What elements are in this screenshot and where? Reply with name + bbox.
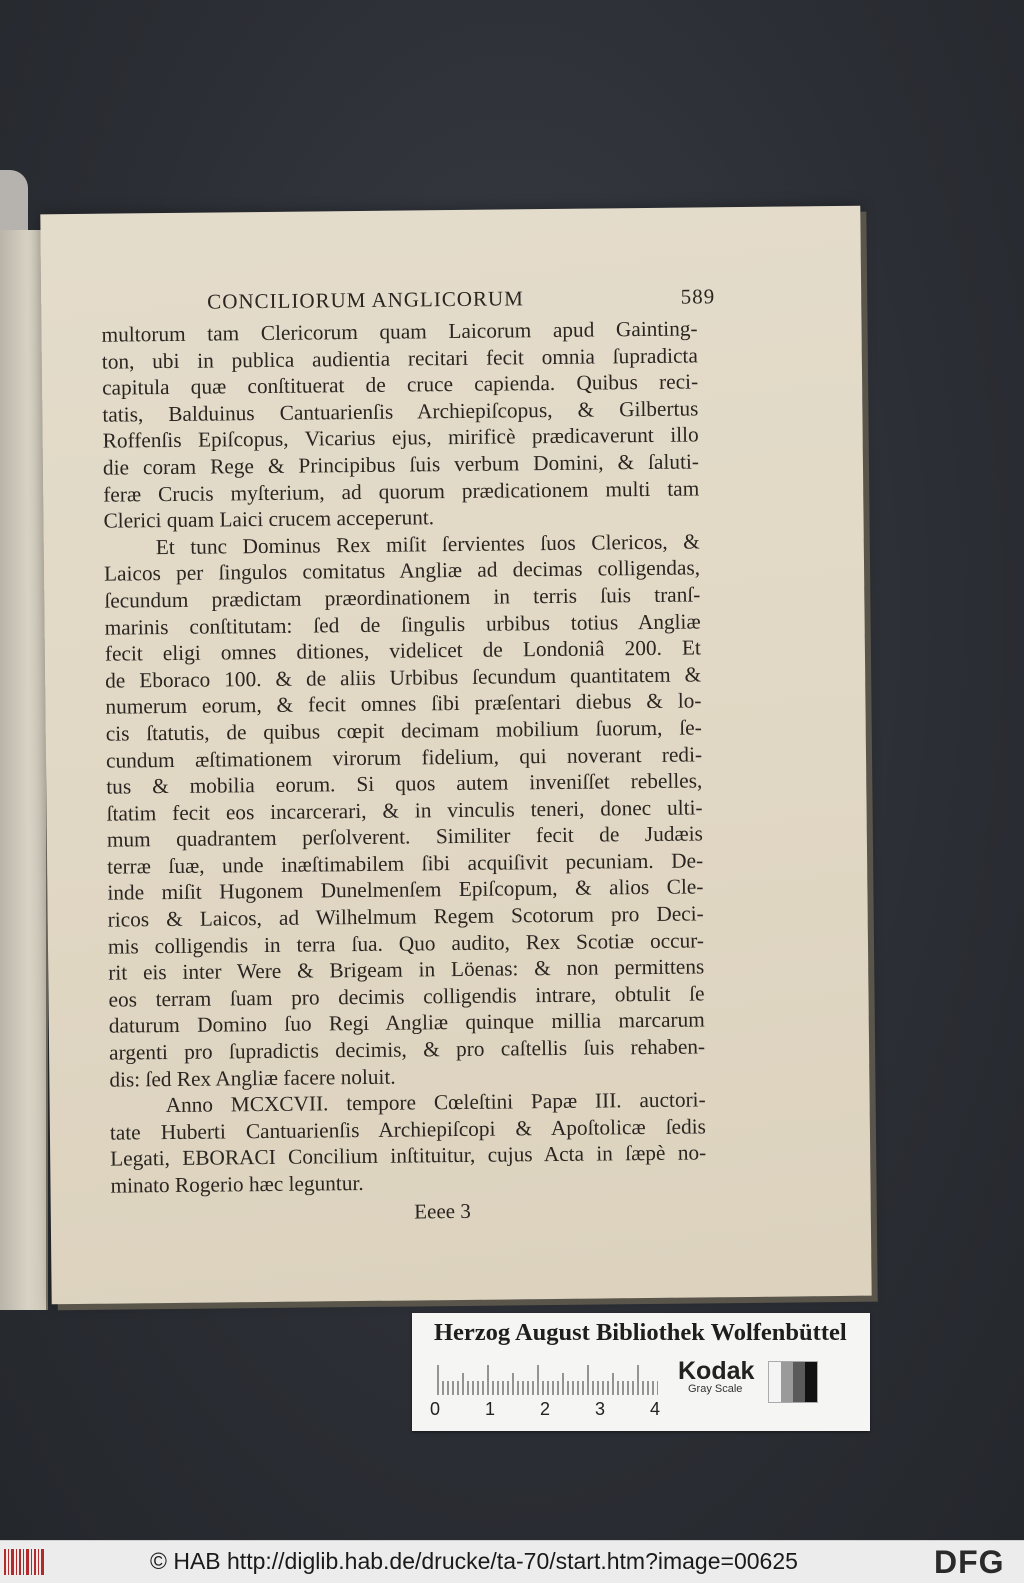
- text-line: Anno MCXCVII. tempore Cœleſtini Papæ III. auctori-: [165, 1087, 706, 1118]
- text-line: Et tunc Dominus Rex miſit ſervientes ſuos Clericos, &: [155, 529, 700, 559]
- text-line: inde miſit Hugonem Dunelmenſem Epiſcopum, & alios Cle-: [107, 874, 704, 906]
- kodak-subtitle: Gray Scale: [688, 1383, 743, 1395]
- text-line: die coram Rege & Principibus ſuis verbum Domini, & ſaluti-: [102, 449, 700, 480]
- text-line: cis ſtatutis, de quibus cœpit decimam mobilium ſuorum, ſe-: [105, 715, 702, 746]
- archive-label-card: [412, 1313, 870, 1431]
- catchword: Eeee 3: [414, 1198, 471, 1224]
- text-line: tate Huberti Cantuarienſis Archiepiſcopi & Apoſtolicæ ſedis: [109, 1114, 707, 1145]
- text-line: daturum Domino ſuo Regi Angliæ quinque millia marcarum: [108, 1007, 705, 1039]
- barcode-icon: [2, 1545, 48, 1579]
- text-line: Laicos per ſingulos comitatus Angliæ ad decimas colligendas,: [103, 555, 701, 587]
- text-line: mis colligendis in terra ſua. Quo audito, Rex Scotiæ occur-: [107, 928, 705, 959]
- footer-credit-link[interactable]: © HAB http://diglib.hab.de/drucke/ta-70/start.htm?image=00625: [150, 1548, 798, 1574]
- text-line: ſecundum prædictam præordinationem in terris ſuis tranſ-: [104, 582, 701, 613]
- body-text: [101, 315, 706, 1199]
- page-text-block: [101, 283, 716, 1227]
- scale-ruler-icon: [436, 1361, 658, 1395]
- page-number: 589: [680, 284, 716, 309]
- ruler-digit: 3: [595, 1399, 606, 1419]
- text-line: feræ Crucis myſterium, ad quorum prædicationem multi tam: [103, 476, 700, 507]
- dfg-logo: DFG: [934, 1544, 1005, 1580]
- text-line: minato Rogerio hæc leguntur.: [110, 1170, 364, 1198]
- text-line: cundum æſtimationem virorum fidelium, qui noverant redi-: [105, 741, 703, 773]
- text-line: tatis, Balduinus Cantuarienſis Archiepiſcopus, & Gilbertus: [102, 396, 699, 427]
- text-line: dis: ſed Rex Angliæ facere noluit.: [109, 1064, 396, 1092]
- text-line: numerum eorum, & fecit omnes ſibi præſentari diebus & lo-: [105, 688, 702, 719]
- previous-page-edge: [0, 230, 48, 1310]
- ruler-digit: 0: [430, 1399, 441, 1419]
- text-line: eos terram ſuam pro decimis colligendis intrare, obtulit ſe: [108, 981, 705, 1012]
- ruler-digit: 1: [485, 1399, 496, 1419]
- footer-bar: [0, 1540, 1024, 1583]
- text-line: mum quadrantem perſolverent. Similiter fecit de Judæis: [106, 821, 703, 852]
- text-line: argenti pro ſupradictis decimis, & pro caſtellis ſuis rehaben-: [108, 1034, 706, 1065]
- text-line: Legati, EBORACI Concilium inſtituitur, cujus Acta in ſæpè no-: [110, 1140, 707, 1172]
- text-line: de Eboraco 100. & de aliis Urbibus ſecundum quantitatem &: [105, 662, 702, 693]
- gray-scale-patches: [768, 1361, 818, 1403]
- text-line: tus & mobilia eorum. Si quos autem inveniſſet rebelles,: [106, 768, 703, 799]
- text-line: rit eis inter Were & Brigeam in Löenas: & non permittens: [108, 954, 705, 985]
- book-page: [40, 206, 871, 1305]
- text-line: ricos & Laicos, ad Wilhelmum Regem Scotorum pro Deci-: [107, 901, 704, 932]
- text-line: Roffenſis Epiſcopus, Vicarius ejus, mirificè prædicaverunt illo: [102, 422, 699, 454]
- text-line: ton, ubi in publica audientia recitari fecit omnia ſupradicta: [101, 343, 698, 374]
- text-line: capitula quæ conſtituerat de cruce capienda. Quibus reci-: [102, 369, 699, 400]
- text-line: terræ ſuæ, unde inæſtimabilem ſibi acquiſivit pecuniam. De-: [107, 848, 704, 879]
- running-head: [101, 283, 716, 319]
- ruler-digits: [428, 1399, 668, 1421]
- library-name: Herzog August Bibliothek Wolfenbüttel: [434, 1319, 847, 1346]
- kodak-brand: Kodak: [678, 1357, 755, 1385]
- text-line: fecit eligi omnes ditiones, videlicet de Londoniâ 200. Et: [104, 635, 702, 666]
- ruler-digit: 4: [650, 1399, 661, 1419]
- text-line: marinis conſtitutam: ſed de ſingulis urbibus totius Angliæ: [104, 608, 701, 640]
- ruler-digit: 2: [540, 1399, 551, 1419]
- text-line: ſtatim fecit eos incarcerari, & in vinculis teneri, donec ulti-: [106, 795, 703, 826]
- text-line: Clerici quam Laici crucem acceperunt.: [103, 505, 435, 533]
- text-line: multorum tam Clericorum quam Laicorum apud Gainting-: [101, 316, 698, 347]
- running-title: CONCILIORUM ANGLICORUM: [207, 286, 524, 314]
